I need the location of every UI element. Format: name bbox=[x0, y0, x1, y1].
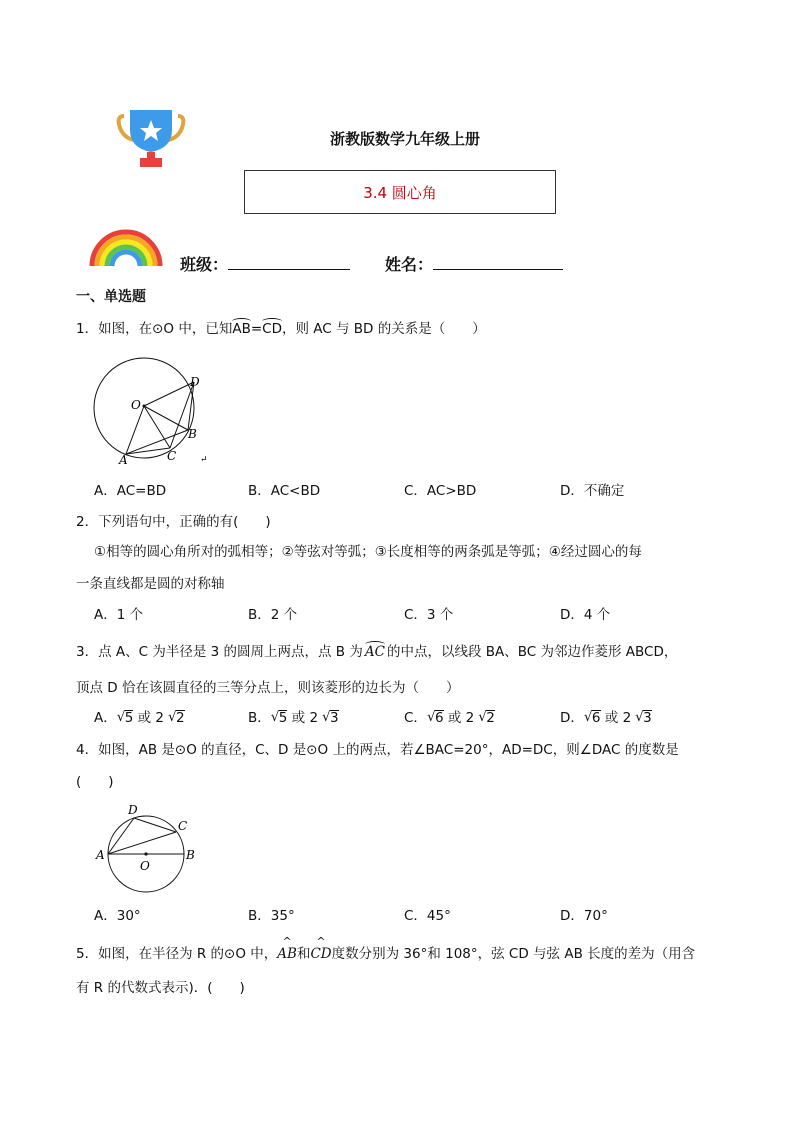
q1-option-b[interactable]: B．AC<BD bbox=[248, 483, 321, 499]
q1-option-c[interactable]: C．AC>BD bbox=[404, 483, 477, 499]
q3-option-a[interactable]: A．√ 5 或 2√ 2 bbox=[94, 706, 185, 726]
label-a: A bbox=[119, 453, 128, 467]
name-label: 姓名： bbox=[385, 255, 434, 274]
q3-option-d[interactable]: D．√ 6 或 2√ 3 bbox=[560, 706, 652, 726]
lesson-title-box bbox=[244, 170, 556, 214]
q4-option-c[interactable]: C．45° bbox=[404, 908, 451, 924]
arc-ac: AC bbox=[364, 644, 385, 660]
question-3-stem-cont: 顶点 D 恰在该圆直径的三等分点上，则该菱形的边长为（ ） bbox=[76, 680, 460, 696]
label-d: D bbox=[190, 375, 200, 389]
q4-option-a[interactable]: A．30° bbox=[94, 908, 141, 924]
name-field bbox=[385, 252, 563, 275]
section-heading: 一、单选题 bbox=[76, 289, 146, 305]
question-3-stem: 3．点 A、C 为半径是 3 的圆周上两点，点 B 为 AC 的中点，以线段 BA、BC 为邻边作菱形 ABCD， bbox=[76, 644, 678, 660]
label-o: O bbox=[131, 398, 141, 412]
q2-option-a[interactable]: A．1 个 bbox=[94, 607, 144, 623]
label-a: A bbox=[96, 848, 105, 862]
question-2-statements: ①相等的圆心角所对的弧相等；②等弦对等弧；③长度相等的两条弧是等弧；④经过圆心的每 bbox=[94, 544, 642, 560]
sqrt: √ 2 bbox=[478, 710, 495, 726]
arc-cd: CD bbox=[262, 321, 282, 337]
q1-option-a[interactable]: A．AC=BD bbox=[94, 483, 167, 499]
q2-option-b[interactable]: B．2 个 bbox=[248, 607, 298, 623]
sqrt: √ 3 bbox=[635, 710, 652, 726]
sqrt: √ 6 bbox=[584, 710, 601, 726]
label-b: B bbox=[188, 427, 197, 441]
question-5-stem: 5．如图，在半径为 R 的⊙O 中，^ AB和^ CD度数分别为 36°和 108°，弦 CD 与弦 AB 长度的差为（用含 bbox=[76, 942, 695, 962]
sqrt: √ 3 bbox=[322, 710, 339, 726]
label-o: O bbox=[140, 859, 150, 873]
sqrt: √ 5 bbox=[117, 710, 134, 726]
q3-option-c[interactable]: C．√ 6 或 2√ 2 bbox=[404, 706, 495, 726]
question-4-figure bbox=[92, 802, 204, 900]
question-1-stem: 1．如图，在⊙O 中，已知AB=CD，则 AC 与 BD 的关系是（ ） bbox=[76, 321, 486, 337]
q3-option-b[interactable]: B．√ 5 或 2√ 3 bbox=[248, 706, 339, 726]
label-c: C bbox=[178, 819, 188, 833]
arc-cd: ^ CD bbox=[310, 946, 331, 962]
question-2-statements-cont: 一条直线都是圆的对称轴 bbox=[76, 576, 225, 592]
rainbow-icon bbox=[88, 226, 164, 268]
sqrt: √ 5 bbox=[271, 710, 288, 726]
q4-option-b[interactable]: B．35° bbox=[248, 908, 295, 924]
q2-option-d[interactable]: D．4 个 bbox=[560, 607, 611, 623]
question-5-stem-cont: 有 R 的代数式表示)．( ) bbox=[76, 980, 245, 996]
class-field bbox=[180, 252, 350, 275]
question-4-stem-cont: ( ) bbox=[76, 774, 114, 790]
label-d: D bbox=[128, 803, 138, 817]
name-blank[interactable] bbox=[433, 255, 563, 270]
return-mark: ↵ bbox=[200, 455, 208, 465]
sqrt: √ 6 bbox=[427, 710, 444, 726]
class-blank[interactable] bbox=[228, 255, 350, 270]
arc-ab: AB bbox=[232, 321, 251, 337]
page-title: 浙教版数学九年级上册 bbox=[329, 130, 480, 148]
q4-option-d[interactable]: D．70° bbox=[560, 908, 608, 924]
question-4-stem: 4．如图，AB 是⊙O 的直径，C、D 是⊙O 上的两点，若∠BAC=20°，AD=DC，则∠DAC 的度数是 bbox=[76, 742, 679, 758]
label-c: C bbox=[167, 449, 177, 463]
question-1-figure bbox=[86, 350, 216, 470]
q2-option-c[interactable]: C．3 个 bbox=[404, 607, 454, 623]
lesson-title: 3.4 圆心角 bbox=[363, 183, 437, 202]
label-b: B bbox=[186, 848, 195, 862]
sqrt: √ 2 bbox=[168, 710, 185, 726]
arc-ab: ^ AB bbox=[277, 946, 297, 962]
class-label: 班级： bbox=[180, 255, 229, 274]
question-2-stem: 2．下列语句中，正确的有( ) bbox=[76, 514, 271, 530]
q1-option-d[interactable]: D．不确定 bbox=[560, 483, 625, 499]
